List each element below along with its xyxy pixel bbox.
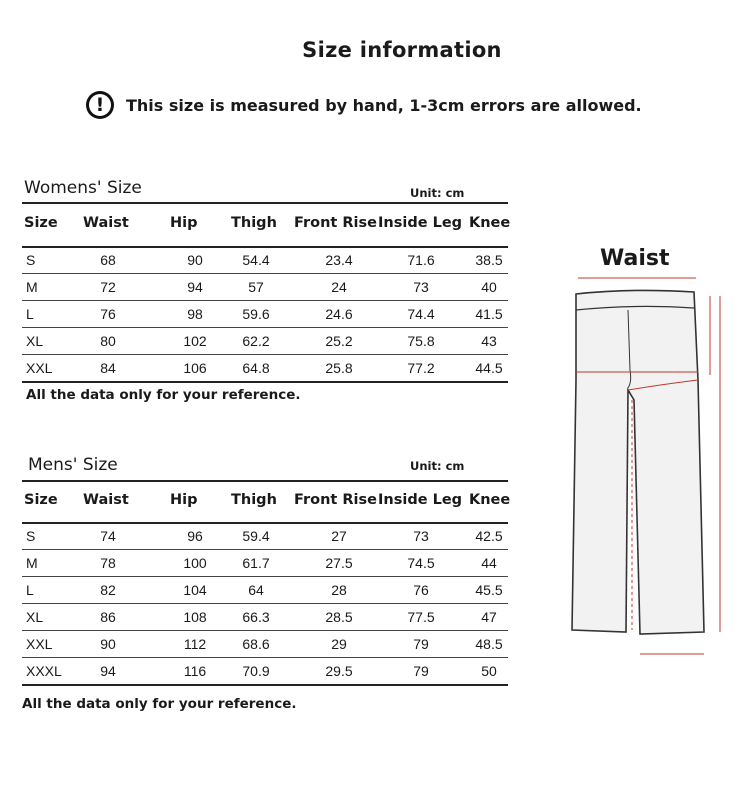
table-cell: S <box>26 251 36 268</box>
table-cell: 73 <box>413 527 429 544</box>
table-row-rule <box>22 630 508 631</box>
table-cell: 71.6 <box>407 251 435 268</box>
table-cell: 27.5 <box>325 554 353 571</box>
column-header: Waist <box>83 492 129 508</box>
table-cell: M <box>26 278 38 295</box>
column-header: Thigh <box>231 492 277 508</box>
table-cell: L <box>26 581 34 598</box>
table-row-rule <box>22 327 508 328</box>
table-cell: 45.5 <box>475 581 503 598</box>
table-cell: 104 <box>183 581 207 598</box>
table-cell: 73 <box>413 278 429 295</box>
table-cell: 40 <box>481 278 497 295</box>
table-cell: XL <box>26 332 44 349</box>
mens-note: All the data only for your reference. <box>22 696 297 712</box>
table-cell: 29 <box>331 635 347 652</box>
notice <box>86 89 642 121</box>
table-cell: 112 <box>183 635 207 652</box>
table-cell: XL <box>26 608 44 625</box>
table-cell: 79 <box>413 662 429 679</box>
table-row-rule <box>22 549 508 550</box>
column-header: Hip <box>170 492 198 508</box>
table-cell: L <box>26 305 34 322</box>
womens-size-table <box>22 202 511 383</box>
table-cell: 62.2 <box>242 332 270 349</box>
table-header-rule <box>22 246 508 248</box>
table-cell: 102 <box>183 332 207 349</box>
table-cell: XXXL <box>26 662 62 679</box>
table-cell: 68.6 <box>242 635 270 652</box>
table-cell: 59.6 <box>242 305 270 322</box>
column-header: Front Rise <box>294 215 377 231</box>
table-top-rule <box>22 202 508 204</box>
table-row-rule <box>22 603 508 604</box>
table-cell: 77.5 <box>407 608 435 625</box>
table-cell: 44 <box>481 554 497 571</box>
table-row-rule <box>22 354 508 355</box>
table-cell: 64 <box>248 581 264 598</box>
table-cell: 74.5 <box>407 554 435 571</box>
table-cell: 28.5 <box>325 608 353 625</box>
mens-section-title: Mens' Size <box>28 455 118 475</box>
column-header: Thigh <box>231 215 277 231</box>
table-cell: 72 <box>100 278 116 295</box>
womens-note: All the data only for your reference. <box>26 387 301 403</box>
table-cell: 28 <box>331 581 347 598</box>
table-cell: 23.4 <box>325 251 353 268</box>
table-row-rule <box>22 684 508 686</box>
page-title: Size information <box>302 38 502 62</box>
table-cell: 48.5 <box>475 635 503 652</box>
column-header: Hip <box>170 215 198 231</box>
table-cell: 27 <box>331 527 347 544</box>
table-cell: 82 <box>100 581 116 598</box>
exclamation-icon <box>86 91 114 119</box>
table-cell: 80 <box>100 332 116 349</box>
table-cell: 94 <box>187 278 203 295</box>
table-cell: 25.2 <box>325 332 353 349</box>
table-cell: 90 <box>100 635 116 652</box>
table-cell: 76 <box>413 581 429 598</box>
table-row-rule <box>22 381 508 383</box>
pants-outline <box>572 290 704 634</box>
table-cell: 24 <box>331 278 347 295</box>
table-cell: 25.8 <box>325 359 353 376</box>
table-cell: 96 <box>187 527 203 544</box>
table-cell: S <box>26 527 36 544</box>
table-cell: 78 <box>100 554 116 571</box>
womens-unit: Unit: cm <box>410 186 465 200</box>
table-cell: 108 <box>183 608 207 625</box>
table-cell: 90 <box>187 251 203 268</box>
table-row-rule <box>22 657 508 658</box>
table-cell: 106 <box>183 359 207 376</box>
table-cell: 41.5 <box>475 305 503 322</box>
table-cell: 75.8 <box>407 332 435 349</box>
table-cell: 50 <box>481 662 497 679</box>
mens-unit: Unit: cm <box>410 459 465 473</box>
column-header: Knee <box>469 492 511 508</box>
table-cell: 79 <box>413 635 429 652</box>
table-top-rule <box>22 480 508 482</box>
waist-label: Waist <box>600 246 670 271</box>
column-header: Inside Leg <box>378 215 463 231</box>
table-cell: 98 <box>187 305 203 322</box>
column-header: Size <box>24 492 58 508</box>
table-cell: 66.3 <box>242 608 270 625</box>
table-cell: 94 <box>100 662 116 679</box>
pants-illustration <box>560 230 740 670</box>
table-cell: 68 <box>100 251 116 268</box>
column-header: Inside Leg <box>378 492 463 508</box>
table-cell: M <box>26 554 38 571</box>
table-cell: 76 <box>100 305 116 322</box>
table-row-rule <box>22 273 508 274</box>
table-cell: 100 <box>183 554 207 571</box>
column-header: Knee <box>469 215 511 231</box>
table-cell: 74 <box>100 527 116 544</box>
table-cell: 64.8 <box>242 359 270 376</box>
table-cell: XXL <box>26 635 53 652</box>
mens-size-table <box>22 480 511 686</box>
table-cell: 38.5 <box>475 251 503 268</box>
table-row-rule <box>22 576 508 577</box>
table-cell: 59.4 <box>242 527 270 544</box>
table-cell: 116 <box>183 662 207 679</box>
table-cell: 47 <box>481 608 497 625</box>
table-cell: 74.4 <box>407 305 435 322</box>
column-header: Size <box>24 215 58 231</box>
womens-section-title: Womens' Size <box>24 178 142 198</box>
notice-text: This size is measured by hand, 1-3cm errors are allowed. <box>126 95 642 115</box>
table-header-rule <box>22 522 508 524</box>
table-cell: 29.5 <box>325 662 353 679</box>
table-row-rule <box>22 300 508 301</box>
table-cell: XXL <box>26 359 53 376</box>
table-cell: 84 <box>100 359 116 376</box>
column-header: Front Rise <box>294 492 377 508</box>
table-cell: 70.9 <box>242 662 270 679</box>
table-cell: 24.6 <box>325 305 353 322</box>
column-header: Waist <box>83 215 129 231</box>
table-cell: 86 <box>100 608 116 625</box>
table-cell: 77.2 <box>407 359 435 376</box>
pants-diagram <box>560 230 740 670</box>
table-cell: 44.5 <box>475 359 503 376</box>
table-cell: 43 <box>481 332 497 349</box>
table-cell: 57 <box>248 278 264 295</box>
table-cell: 61.7 <box>242 554 270 571</box>
table-cell: 42.5 <box>475 527 503 544</box>
table-cell: 54.4 <box>242 251 270 268</box>
